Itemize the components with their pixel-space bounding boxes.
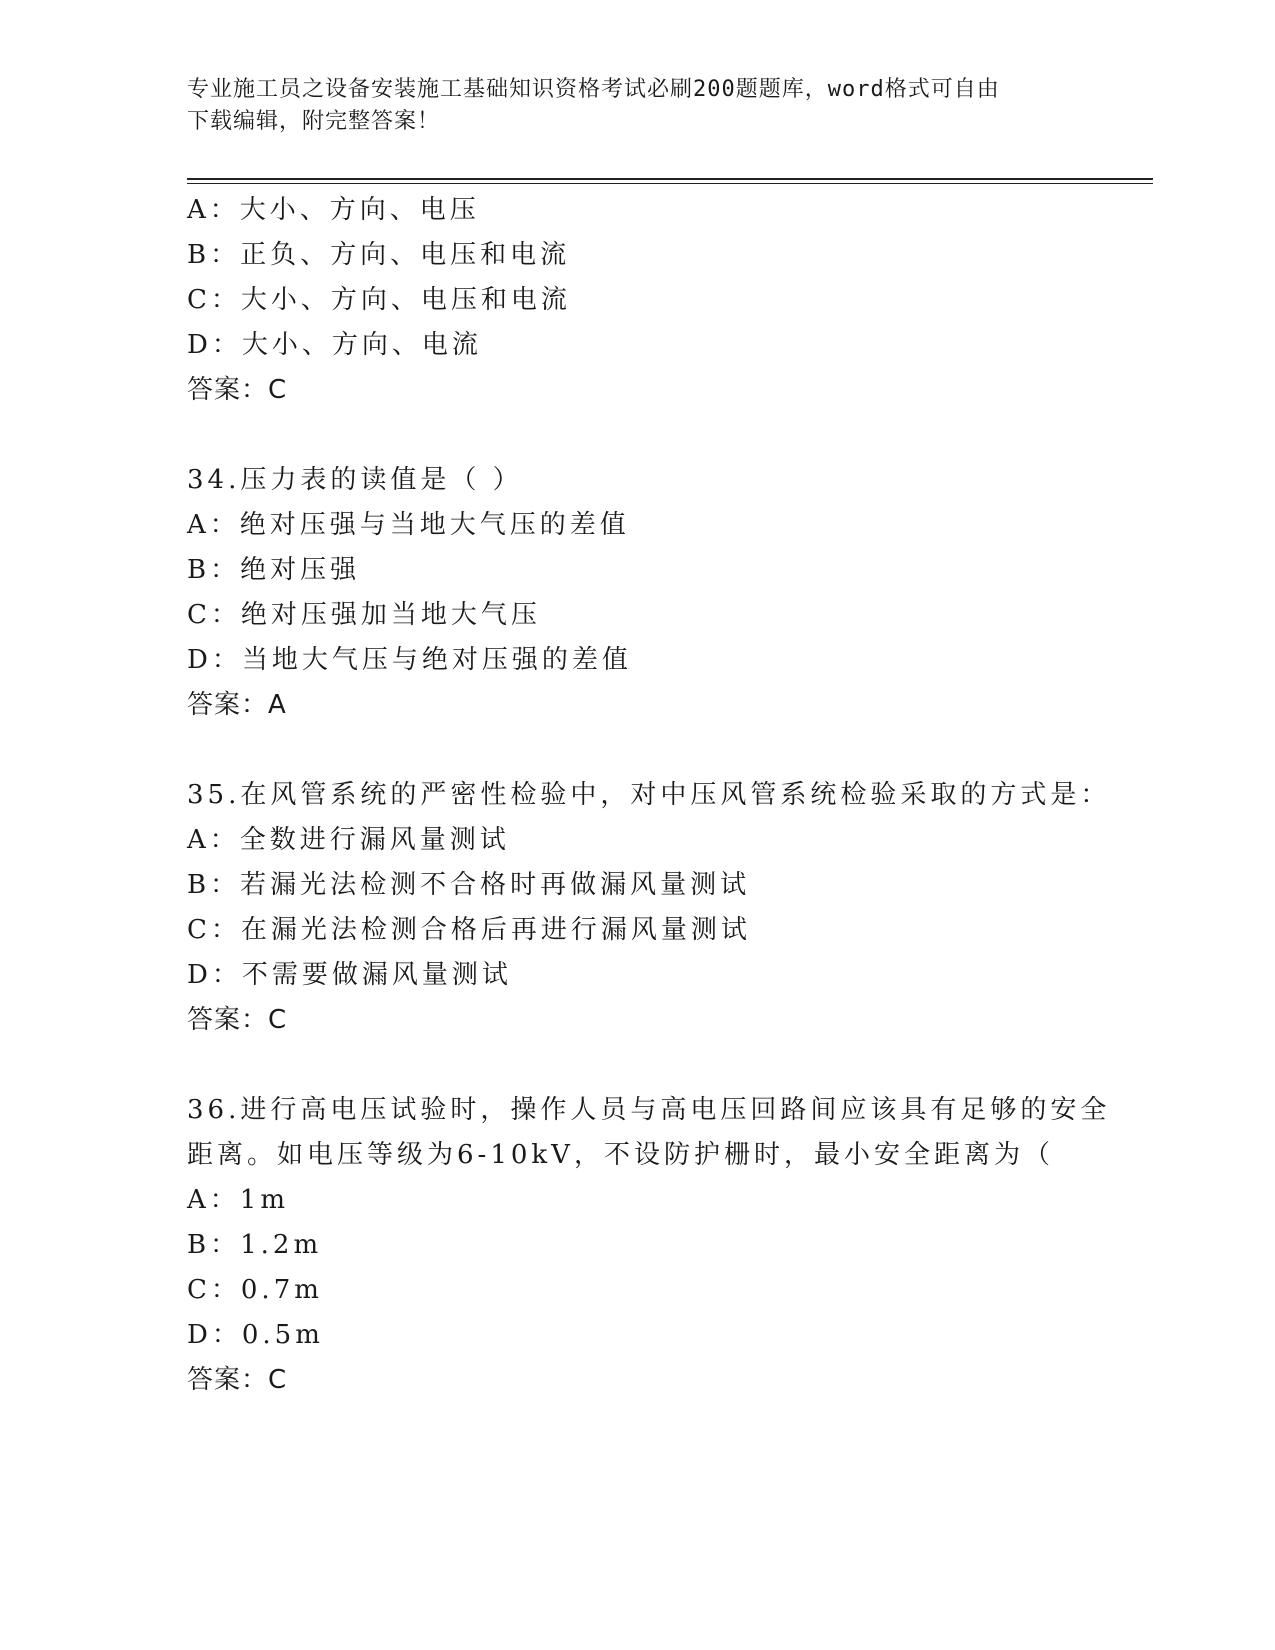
- q34-option-a: A：绝对压强与当地大气压的差值: [187, 510, 630, 540]
- q33-option-a: A：大小、方向、电压: [187, 195, 480, 225]
- q33-option-b: B：正负、方向、电压和电流: [187, 240, 571, 270]
- header-line-1: 专业施工员之设备安装施工基础知识资格考试必刷200题题库，word格式可自由: [187, 77, 1000, 102]
- q33-option-d: D：大小、方向、电流: [187, 330, 482, 360]
- q36-stem-line-2: 距离。如电压等级为6-10kV，不设防护栅时，最小安全距离为（: [187, 1140, 1054, 1170]
- q34-answer: 答案：A: [187, 690, 287, 720]
- q33-answer: 答案：C: [187, 375, 288, 405]
- q35-option-a: A：全数进行漏风量测试: [187, 825, 510, 855]
- header-divider-thick: [187, 178, 1153, 180]
- header-divider-thin: [187, 183, 1153, 184]
- q34-option-d: D：当地大气压与绝对压强的差值: [187, 645, 632, 675]
- q36-stem-line-1: 36.进行高电压试验时，操作人员与高电压回路间应该具有足够的安全: [187, 1095, 1111, 1125]
- q36-option-a: A：1m: [187, 1185, 289, 1215]
- q35-stem: 35.在风管系统的严密性检验中，对中压风管系统检验采取的方式是：: [187, 780, 1111, 810]
- q35-option-b: B：若漏光法检测不合格时再做漏风量测试: [187, 870, 751, 900]
- document-header: [187, 74, 1067, 138]
- q34-option-c: C：绝对压强加当地大气压: [187, 600, 541, 630]
- header-line-2: 下载编辑，附完整答案！: [187, 109, 441, 134]
- q36-option-d: D：0.5m: [187, 1320, 324, 1350]
- q35-option-d: D：不需要做漏风量测试: [187, 960, 512, 990]
- q36-answer: 答案：C: [187, 1365, 288, 1395]
- q34-option-b: B：绝对压强: [187, 555, 361, 585]
- q33-option-c: C：大小、方向、电压和电流: [187, 285, 571, 315]
- q34-stem: 34.压力表的读值是（ ）: [187, 465, 523, 495]
- q35-option-c: C：在漏光法检测合格后再进行漏风量测试: [187, 915, 751, 945]
- q35-answer: 答案：C: [187, 1005, 288, 1035]
- q36-option-b: B：1.2m: [187, 1230, 323, 1260]
- q36-option-c: C：0.7m: [187, 1275, 323, 1305]
